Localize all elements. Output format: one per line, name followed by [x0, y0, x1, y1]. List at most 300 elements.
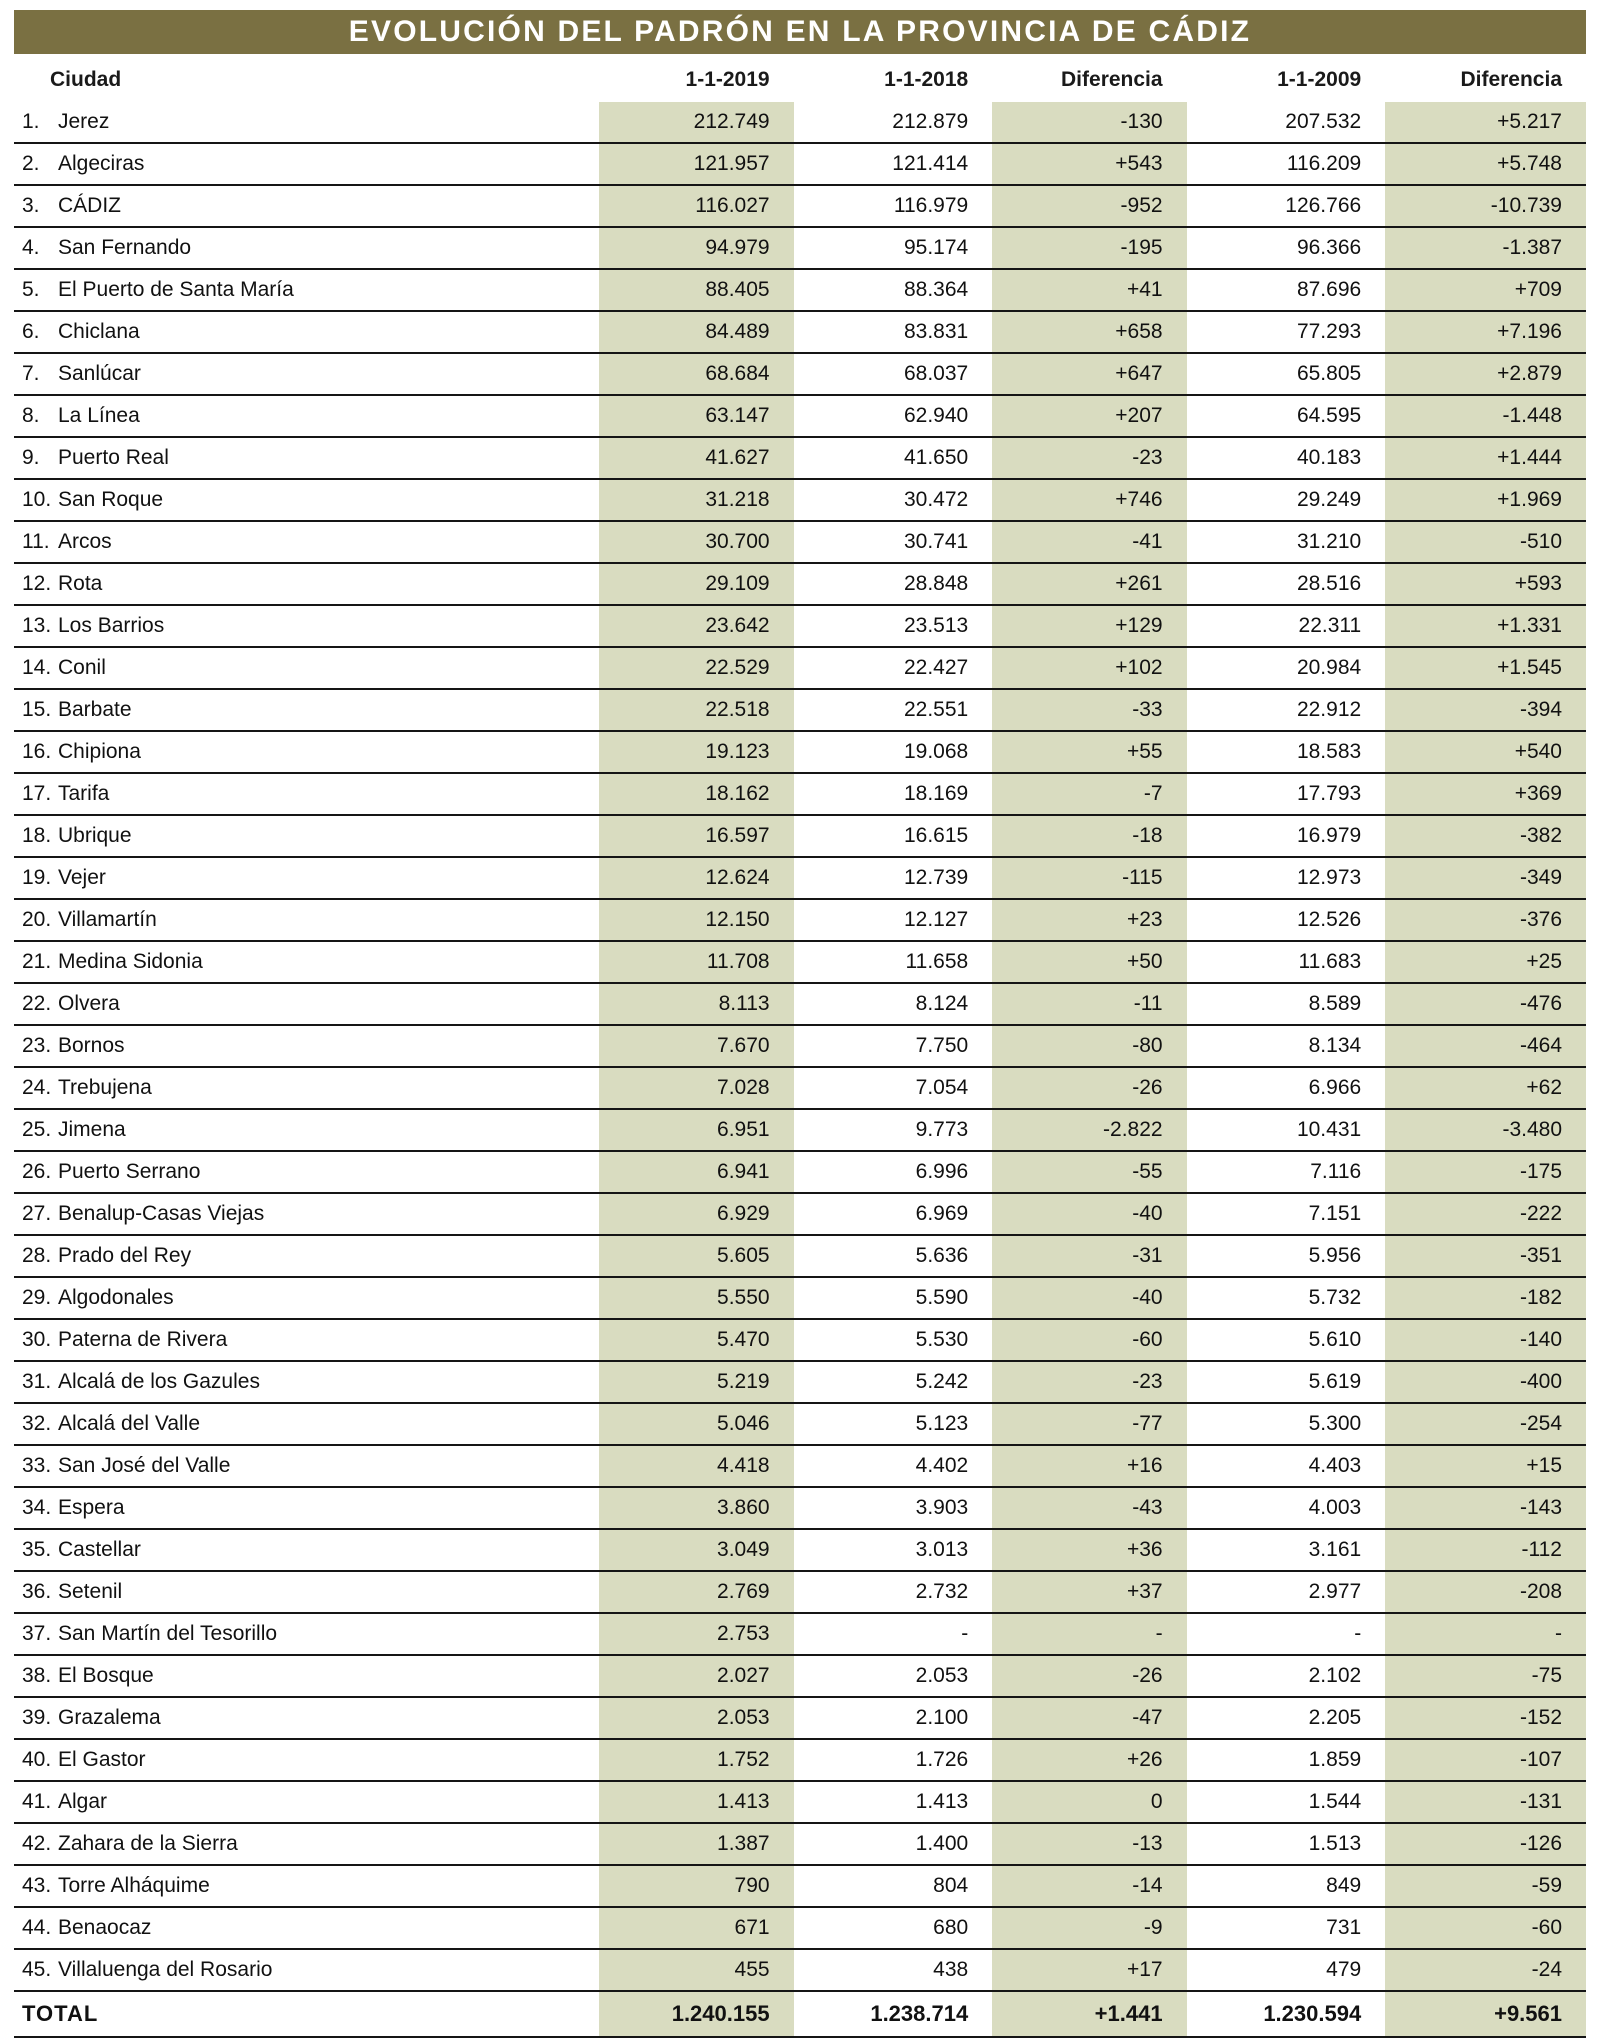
- table-row: [14, 689, 1586, 731]
- cell-population-2009: 40.183: [1187, 437, 1386, 479]
- cell-diferencia-2019-2018: +102: [992, 647, 1186, 689]
- cell-diferencia-2019-2018: 0: [992, 1781, 1186, 1823]
- cell-population-2019: 6.951: [599, 1109, 793, 1151]
- cell-city: [14, 731, 599, 773]
- cell-diferencia-2019-2018: +129: [992, 605, 1186, 647]
- cell-diferencia-2019-2009: +1.331: [1385, 605, 1586, 647]
- row-city-name: Ubrique: [58, 824, 132, 847]
- cell-diferencia-2019-2009: -140: [1385, 1319, 1586, 1361]
- cell-population-2018: 3.903: [794, 1487, 993, 1529]
- cell-population-2009: 2.977: [1187, 1571, 1386, 1613]
- table-row: [14, 1193, 1586, 1235]
- cell-diferencia-2019-2018: -18: [992, 815, 1186, 857]
- cell-population-2018: 6.969: [794, 1193, 993, 1235]
- row-rank: 8.: [22, 404, 40, 427]
- cell-population-2009: 6.966: [1187, 1067, 1386, 1109]
- table-row: [14, 815, 1586, 857]
- table-row: [14, 731, 1586, 773]
- table-row: [14, 1109, 1586, 1151]
- cell-population-2009: 2.205: [1187, 1697, 1386, 1739]
- page-title-banner: [14, 10, 1586, 54]
- row-city-name: Prado del Rey: [58, 1244, 192, 1267]
- cell-diferencia-2019-2009: +1.969: [1385, 479, 1586, 521]
- row-rank: 6.: [22, 320, 40, 343]
- row-city-name: TOTAL: [22, 2001, 99, 2026]
- cell-population-2009: 18.583: [1187, 731, 1386, 773]
- row-city-name: San Roque: [58, 488, 164, 511]
- row-rank: 3.: [22, 194, 40, 217]
- cell-population-2018: 23.513: [794, 605, 993, 647]
- row-rank: 45.: [22, 1958, 52, 1981]
- row-rank: 32.: [22, 1412, 52, 1435]
- table-row: [14, 563, 1586, 605]
- table-row: [14, 1739, 1586, 1781]
- cell-population-2009: 20.984: [1187, 647, 1386, 689]
- cell-diferencia-2019-2009: +369: [1385, 773, 1586, 815]
- row-city-name: El Gastor: [58, 1748, 146, 1771]
- cell-population-2018: 11.658: [794, 941, 993, 983]
- cell-diferencia-2019-2018: +207: [992, 395, 1186, 437]
- cell-diferencia-2019-2018: -40: [992, 1193, 1186, 1235]
- cell-population-2009: 12.973: [1187, 857, 1386, 899]
- cell-diferencia-2019-2018: -60: [992, 1319, 1186, 1361]
- cell-population-2018: 95.174: [794, 227, 993, 269]
- table-row: [14, 521, 1586, 563]
- row-rank: 35.: [22, 1538, 52, 1561]
- row-city-name: Olvera: [58, 992, 120, 1015]
- cell-city: [14, 1823, 599, 1865]
- table-row: [14, 773, 1586, 815]
- row-rank: 38.: [22, 1664, 52, 1687]
- cell-diferencia-2019-2018: -130: [992, 102, 1186, 143]
- row-city-name: Puerto Real: [58, 446, 169, 469]
- cell-population-2019: 1.240.155: [599, 1991, 793, 2037]
- cell-city: [14, 647, 599, 689]
- cell-city: [14, 899, 599, 941]
- cell-population-2019: 5.605: [599, 1235, 793, 1277]
- row-city-name: Sanlúcar: [58, 362, 141, 385]
- cell-city: [14, 1739, 599, 1781]
- table-body: [14, 102, 1586, 2037]
- cell-diferencia-2019-2018: -77: [992, 1403, 1186, 1445]
- cell-city: [14, 1193, 599, 1235]
- cell-population-2018: 83.831: [794, 311, 993, 353]
- cell-population-2009: 28.516: [1187, 563, 1386, 605]
- row-rank: 34.: [22, 1496, 52, 1519]
- table-row: [14, 1697, 1586, 1739]
- row-city-name: Paterna de Rivera: [58, 1328, 228, 1351]
- cell-diferencia-2019-2009: +709: [1385, 269, 1586, 311]
- cell-population-2018: 12.127: [794, 899, 993, 941]
- cell-diferencia-2019-2009: -107: [1385, 1739, 1586, 1781]
- cell-city: [14, 689, 599, 731]
- cell-city: [14, 1571, 599, 1613]
- cell-population-2019: 6.941: [599, 1151, 793, 1193]
- table-row: [14, 899, 1586, 941]
- cell-population-2019: 2.053: [599, 1697, 793, 1739]
- row-rank: 43.: [22, 1874, 52, 1897]
- cell-diferencia-2019-2018: +746: [992, 479, 1186, 521]
- cell-diferencia-2019-2018: -14: [992, 1865, 1186, 1907]
- row-city-name: El Puerto de Santa María: [58, 278, 294, 301]
- cell-population-2019: 116.027: [599, 185, 793, 227]
- cell-population-2018: 28.848: [794, 563, 993, 605]
- cell-population-2009: 7.116: [1187, 1151, 1386, 1193]
- table-row: [14, 185, 1586, 227]
- cell-population-2019: 3.860: [599, 1487, 793, 1529]
- cell-population-2018: 6.996: [794, 1151, 993, 1193]
- row-city-name: San José del Valle: [58, 1454, 231, 1477]
- cell-diferencia-2019-2018: -7: [992, 773, 1186, 815]
- row-city-name: Setenil: [58, 1580, 123, 1603]
- cell-population-2019: 22.529: [599, 647, 793, 689]
- cell-diferencia-2019-2018: -115: [992, 857, 1186, 899]
- cell-population-2009: 1.513: [1187, 1823, 1386, 1865]
- row-city-name: Puerto Serrano: [58, 1160, 201, 1183]
- cell-population-2018: 1.238.714: [794, 1991, 993, 2037]
- cell-population-2019: 16.597: [599, 815, 793, 857]
- row-rank: 30.: [22, 1328, 52, 1351]
- cell-diferencia-2019-2018: +26: [992, 1739, 1186, 1781]
- table-row: [14, 227, 1586, 269]
- cell-population-2019: 3.049: [599, 1529, 793, 1571]
- cell-diferencia-2019-2018: -43: [992, 1487, 1186, 1529]
- table-row: [14, 143, 1586, 185]
- cell-population-2009: 17.793: [1187, 773, 1386, 815]
- cell-city: [14, 605, 599, 647]
- cell-population-2018: 19.068: [794, 731, 993, 773]
- cell-city: [14, 1235, 599, 1277]
- cell-diferencia-2019-2009: +62: [1385, 1067, 1586, 1109]
- cell-diferencia-2019-2018: +1.441: [992, 1991, 1186, 2037]
- cell-population-2019: 671: [599, 1907, 793, 1949]
- cell-population-2019: 29.109: [599, 563, 793, 605]
- cell-population-2009: 11.683: [1187, 941, 1386, 983]
- column-header-2019: 1-1-2019: [599, 56, 793, 102]
- cell-diferencia-2019-2018: -41: [992, 521, 1186, 563]
- cell-population-2009: 96.366: [1187, 227, 1386, 269]
- cell-city: [14, 353, 599, 395]
- cell-diferencia-2019-2018: +658: [992, 311, 1186, 353]
- cell-city: [14, 1991, 599, 2037]
- cell-population-2018: 116.979: [794, 185, 993, 227]
- table-row: [14, 1319, 1586, 1361]
- cell-diferencia-2019-2009: -208: [1385, 1571, 1586, 1613]
- cell-diferencia-2019-2018: +50: [992, 941, 1186, 983]
- cell-population-2018: 18.169: [794, 773, 993, 815]
- cell-diferencia-2019-2018: -47: [992, 1697, 1186, 1739]
- cell-diferencia-2019-2018: +23: [992, 899, 1186, 941]
- cell-population-2019: 63.147: [599, 395, 793, 437]
- cell-diferencia-2019-2009: -126: [1385, 1823, 1586, 1865]
- cell-city: [14, 269, 599, 311]
- table-row: [14, 1655, 1586, 1697]
- cell-diferencia-2019-2009: -510: [1385, 521, 1586, 563]
- row-rank: 40.: [22, 1748, 52, 1771]
- cell-city: [14, 563, 599, 605]
- row-city-name: Alcalá de los Gazules: [58, 1370, 260, 1393]
- cell-population-2019: 8.113: [599, 983, 793, 1025]
- cell-diferencia-2019-2018: +41: [992, 269, 1186, 311]
- row-city-name: Chipiona: [58, 740, 141, 763]
- cell-diferencia-2019-2018: -33: [992, 689, 1186, 731]
- cell-diferencia-2019-2009: -254: [1385, 1403, 1586, 1445]
- row-rank: 36.: [22, 1580, 52, 1603]
- row-city-name: La Línea: [58, 404, 140, 427]
- cell-population-2018: -: [794, 1613, 993, 1655]
- cell-city: [14, 227, 599, 269]
- cell-population-2018: 9.773: [794, 1109, 993, 1151]
- cell-city: [14, 1655, 599, 1697]
- cell-diferencia-2019-2018: +16: [992, 1445, 1186, 1487]
- table-row: [14, 1151, 1586, 1193]
- cell-population-2019: 19.123: [599, 731, 793, 773]
- cell-diferencia-2019-2018: +261: [992, 563, 1186, 605]
- cell-population-2019: 455: [599, 1949, 793, 1991]
- column-header-city: Ciudad: [14, 56, 599, 102]
- cell-population-2018: 1.726: [794, 1739, 993, 1781]
- cell-diferencia-2019-2009: -1.387: [1385, 227, 1586, 269]
- row-rank: 44.: [22, 1916, 52, 1939]
- row-city-name: Chiclana: [58, 320, 140, 343]
- cell-population-2019: 5.046: [599, 1403, 793, 1445]
- table-header: [14, 56, 1586, 102]
- cell-population-2018: 30.741: [794, 521, 993, 563]
- cell-diferencia-2019-2009: -10.739: [1385, 185, 1586, 227]
- cell-population-2009: 207.532: [1285, 110, 1362, 133]
- row-rank: 18.: [22, 824, 52, 847]
- table-row: [14, 437, 1586, 479]
- row-rank: 9.: [22, 446, 40, 469]
- padron-evolution-table: [14, 56, 1586, 2038]
- cell-diferencia-2019-2009: -112: [1385, 1529, 1586, 1571]
- cell-city: [14, 941, 599, 983]
- cell-population-2009: 8.134: [1187, 1025, 1386, 1067]
- row-rank: 31.: [22, 1370, 52, 1393]
- cell-diferencia-2019-2018: +543: [992, 143, 1186, 185]
- cell-population-2018: 22.427: [794, 647, 993, 689]
- cell-population-2009: 4.003: [1187, 1487, 1386, 1529]
- cell-population-2009: 731: [1187, 1907, 1386, 1949]
- cell-population-2019: 23.642: [599, 605, 793, 647]
- table-row: [14, 857, 1586, 899]
- cell-population-2009: 479: [1187, 1949, 1386, 1991]
- cell-population-2019: 121.957: [599, 143, 793, 185]
- table-row: [14, 1445, 1586, 1487]
- cell-population-2009: 849: [1187, 1865, 1386, 1907]
- row-city-name: Bornos: [58, 1034, 125, 1057]
- cell-city: [14, 1361, 599, 1403]
- cell-city: [14, 1403, 599, 1445]
- row-rank: 16.: [22, 740, 52, 763]
- cell-diferencia-2019-2009: +7.196: [1385, 311, 1586, 353]
- table-row: [14, 1487, 1586, 1529]
- table-row: [14, 353, 1586, 395]
- row-city-name: Arcos: [58, 530, 112, 553]
- table-row: [14, 311, 1586, 353]
- cell-city: [14, 1445, 599, 1487]
- cell-population-2018: 22.551: [794, 689, 993, 731]
- cell-city: [14, 437, 599, 479]
- cell-diferencia-2019-2009: -75: [1385, 1655, 1586, 1697]
- cell-diferencia-2019-2009: +593: [1385, 563, 1586, 605]
- cell-city: [14, 1697, 599, 1739]
- table-row: [14, 395, 1586, 437]
- cell-population-2018: 41.650: [794, 437, 993, 479]
- cell-diferencia-2019-2009: -351: [1385, 1235, 1586, 1277]
- column-header-diferencia-2: Diferencia: [1385, 56, 1586, 102]
- cell-city: [14, 1151, 599, 1193]
- cell-diferencia-2019-2018: -195: [992, 227, 1186, 269]
- cell-city: [14, 1865, 599, 1907]
- cell-city: [14, 395, 599, 437]
- cell-population-2009: 22.912: [1187, 689, 1386, 731]
- cell-diferencia-2019-2009: -: [1385, 1613, 1586, 1655]
- cell-population-2018: 4.402: [794, 1445, 993, 1487]
- cell-population-2019: 212.749: [599, 102, 793, 143]
- cell-city: [14, 1487, 599, 1529]
- row-rank: 23.: [22, 1034, 52, 1057]
- cell-population-2019: 12.624: [599, 857, 793, 899]
- padron-table-page: [0, 10, 1600, 2039]
- cell-diferencia-2019-2009: -175: [1385, 1151, 1586, 1193]
- cell-population-2009: 5.300: [1187, 1403, 1386, 1445]
- row-city-name: Tarifa: [58, 782, 110, 805]
- table-row: [14, 1277, 1586, 1319]
- cell-population-2009: -: [1187, 1613, 1386, 1655]
- table-row: [14, 1529, 1586, 1571]
- row-rank: 22.: [22, 992, 52, 1015]
- row-city-name: Benaocaz: [58, 1916, 152, 1939]
- cell-population-2009: 29.249: [1187, 479, 1386, 521]
- cell-diferencia-2019-2018: -: [992, 1613, 1186, 1655]
- table-header-row: [14, 56, 1586, 102]
- cell-population-2018: 30.472: [794, 479, 993, 521]
- row-city-name: Conil: [58, 656, 106, 679]
- cell-population-2018: 2.053: [794, 1655, 993, 1697]
- cell-population-2009: 1.544: [1187, 1781, 1386, 1823]
- cell-diferencia-2019-2009: +9.561: [1385, 1991, 1586, 2037]
- row-city-name: Torre Alháquime: [58, 1874, 210, 1897]
- cell-population-2019: 2.753: [599, 1613, 793, 1655]
- cell-population-2018: 88.364: [794, 269, 993, 311]
- cell-diferencia-2019-2009: +5.748: [1385, 143, 1586, 185]
- cell-diferencia-2019-2009: -59: [1385, 1865, 1586, 1907]
- cell-diferencia-2019-2018: -2.822: [992, 1109, 1186, 1151]
- row-rank: 17.: [22, 782, 52, 805]
- row-rank: 19.: [22, 866, 52, 889]
- cell-diferencia-2019-2009: -1.448: [1385, 395, 1586, 437]
- row-city-name: Jerez: [58, 110, 110, 133]
- cell-population-2018: 1.400: [794, 1823, 993, 1865]
- row-rank: 7.: [22, 362, 40, 385]
- row-rank: 27.: [22, 1202, 52, 1225]
- cell-population-2009: 87.696: [1187, 269, 1386, 311]
- cell-population-2018: 5.123: [794, 1403, 993, 1445]
- row-city-name: Alcalá del Valle: [58, 1412, 201, 1435]
- cell-city: [14, 1613, 599, 1655]
- cell-diferencia-2019-2018: -11: [992, 983, 1186, 1025]
- row-city-name: Algar: [58, 1790, 108, 1813]
- row-rank: 10.: [22, 488, 52, 511]
- cell-population-2018: 7.054: [794, 1067, 993, 1109]
- cell-diferencia-2019-2009: -382: [1385, 815, 1586, 857]
- column-header-diferencia-1: Diferencia: [992, 56, 1186, 102]
- cell-city: [14, 143, 599, 185]
- cell-population-2019: 5.550: [599, 1277, 793, 1319]
- cell-population-2019: 68.684: [599, 353, 793, 395]
- cell-diferencia-2019-2018: -23: [992, 437, 1186, 479]
- cell-diferencia-2019-2009: -394: [1385, 689, 1586, 731]
- cell-diferencia-2019-2018: -80: [992, 1025, 1186, 1067]
- cell-diferencia-2019-2009: -131: [1385, 1781, 1586, 1823]
- cell-population-2018: 3.013: [794, 1529, 993, 1571]
- cell-diferencia-2019-2009: +2.879: [1385, 353, 1586, 395]
- cell-population-2019: 6.929: [599, 1193, 793, 1235]
- cell-population-2009: 5.610: [1187, 1319, 1386, 1361]
- table-row: [14, 1907, 1586, 1949]
- row-rank: 37.: [22, 1622, 52, 1645]
- cell-diferencia-2019-2009: +540: [1385, 731, 1586, 773]
- cell-diferencia-2019-2009: -476: [1385, 983, 1586, 1025]
- row-rank: 21.: [22, 950, 52, 973]
- row-rank: 39.: [22, 1706, 52, 1729]
- cell-population-2019: 1.387: [599, 1823, 793, 1865]
- cell-city: [14, 773, 599, 815]
- cell-population-2019: 2.027: [599, 1655, 793, 1697]
- row-city-name: El Bosque: [58, 1664, 154, 1687]
- cell-population-2009: 65.805: [1187, 353, 1386, 395]
- cell-population-2009: 64.595: [1187, 395, 1386, 437]
- cell-population-2009: 7.151: [1187, 1193, 1386, 1235]
- cell-population-2018: 5.636: [794, 1235, 993, 1277]
- row-city-name: CÁDIZ: [58, 194, 121, 217]
- cell-diferencia-2019-2018: -952: [992, 185, 1186, 227]
- table-row: [14, 479, 1586, 521]
- cell-diferencia-2019-2018: -13: [992, 1823, 1186, 1865]
- row-rank: 20.: [22, 908, 52, 931]
- row-city-name: Los Barrios: [58, 614, 165, 637]
- cell-population-2009: 1.230.594: [1187, 1991, 1386, 2037]
- row-rank: 42.: [22, 1832, 52, 1855]
- row-city-name: Barbate: [58, 698, 132, 721]
- table-row: [14, 102, 1586, 143]
- row-rank: 28.: [22, 1244, 52, 1267]
- row-city-name: Castellar: [58, 1538, 141, 1561]
- cell-city: [14, 1529, 599, 1571]
- table-row: [14, 941, 1586, 983]
- cell-diferencia-2019-2018: -9: [992, 1907, 1186, 1949]
- row-city-name: Benalup-Casas Viejas: [58, 1202, 265, 1225]
- cell-population-2019: 1.752: [599, 1739, 793, 1781]
- cell-diferencia-2019-2018: -26: [992, 1655, 1186, 1697]
- column-header-2018: 1-1-2018: [794, 56, 993, 102]
- row-city-name: Rota: [58, 572, 103, 595]
- cell-population-2018: 680: [794, 1907, 993, 1949]
- row-city-name: Vejer: [58, 866, 106, 889]
- cell-diferencia-2019-2009: -376: [1385, 899, 1586, 941]
- cell-city: [14, 1277, 599, 1319]
- cell-population-2009: 5.956: [1187, 1235, 1386, 1277]
- cell-population-2018: 68.037: [794, 353, 993, 395]
- cell-population-2018: 5.530: [794, 1319, 993, 1361]
- table-row: [14, 269, 1586, 311]
- cell-city: [14, 311, 599, 353]
- cell-population-2009: 5.732: [1187, 1277, 1386, 1319]
- row-city-name: Villaluenga del Rosario: [58, 1958, 273, 1981]
- cell-population-2009: 1.859: [1187, 1739, 1386, 1781]
- table-row: [14, 1823, 1586, 1865]
